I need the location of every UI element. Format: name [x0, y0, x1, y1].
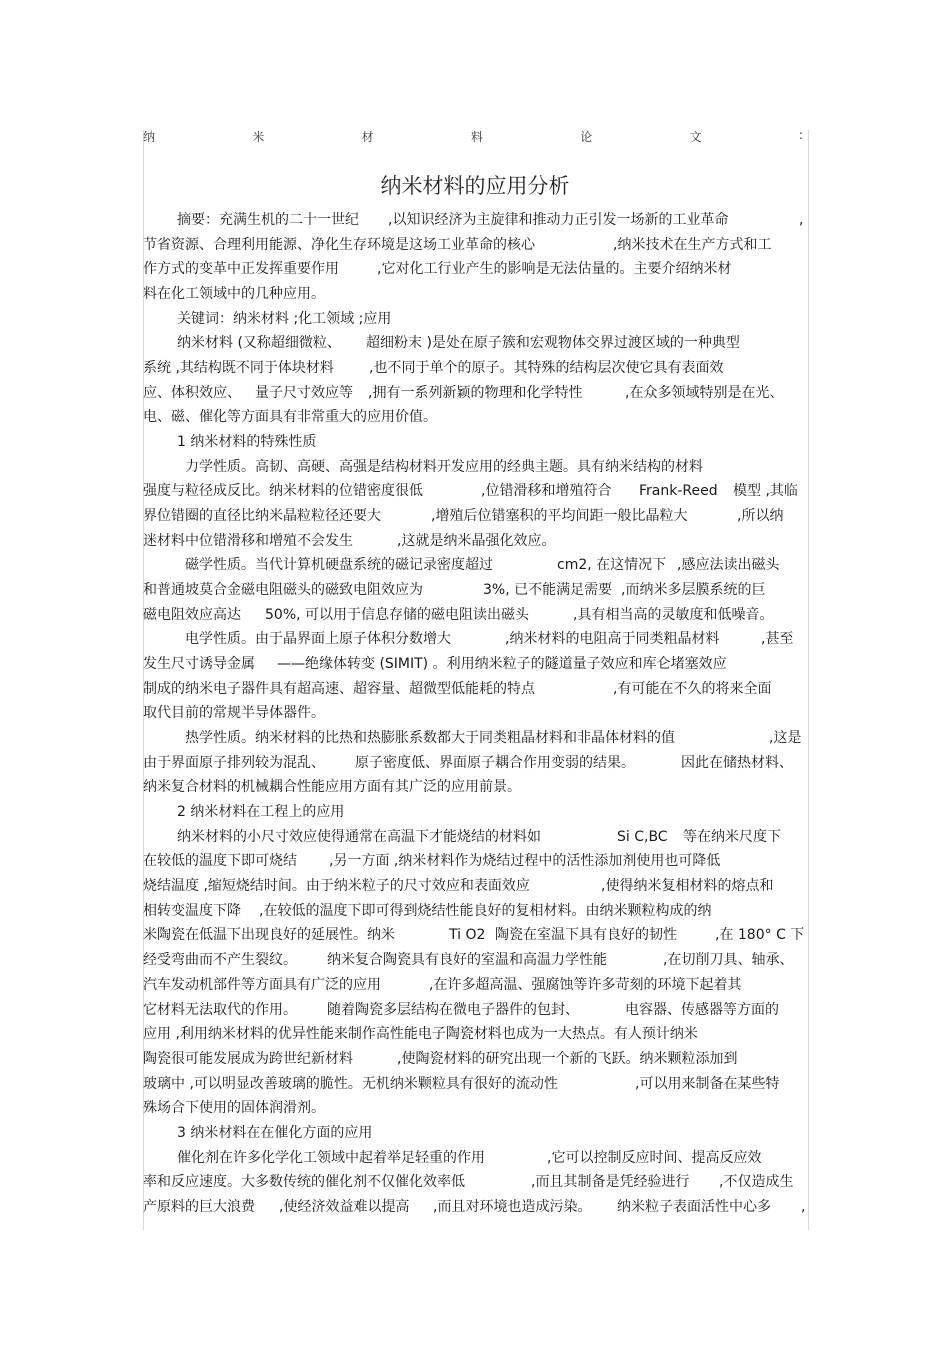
text-segment: 和普通坡莫合金磁电阻磁头的磁致电阻效应为	[143, 582, 423, 599]
text-segment: ——绝缘体转变 (SIMIT) 。利用纳米粒子的隧道量子效应和库仑堵塞效应	[277, 656, 727, 673]
text-line	[143, 1195, 807, 1220]
text-segment: 陶瓷在室温下具有良好的韧性	[495, 927, 677, 944]
text-segment: 电、磁、催化等方面具有非常重大的应用价值。	[143, 409, 437, 426]
document-header	[143, 128, 803, 145]
text-segment: 3 纳米材料在在催化方面的应用	[177, 1124, 373, 1141]
text-line	[143, 948, 807, 973]
text-line	[143, 800, 807, 825]
text-segment: 摘要：充满生机的二十一世纪	[177, 212, 359, 228]
text-segment: 纳米粒子表面活性中心多	[617, 1198, 771, 1215]
text-segment: ,这就是纳米晶强化效应。	[397, 532, 556, 549]
text-line	[143, 1121, 807, 1146]
text-segment: 制成的纳米电子器件具有超高速、超容量、超微型低能耗的特点	[143, 680, 535, 697]
text-segment: 磁学性质。当代计算机硬盘系统的磁记录密度超过	[185, 557, 493, 574]
text-segment: ,而且其制备是凭经验进行	[531, 1174, 690, 1191]
text-segment: 它材料无法取代的作用。	[143, 1001, 297, 1018]
text-segment: ,而且对环境也造成污染。	[433, 1198, 592, 1215]
text-segment: ,具有相当高的灵敏度和低噪音。	[573, 606, 774, 623]
text-segment: 产原料的巨大浪费	[143, 1198, 255, 1215]
text-segment: 随着陶瓷多层结构在微电子器件的包封、	[327, 1001, 579, 1018]
text-line	[143, 257, 807, 282]
text-line	[143, 307, 807, 332]
text-segment: 发生尺寸诱导金属	[143, 656, 255, 673]
text-segment: ,在 180° C 下	[715, 927, 805, 944]
text-line	[143, 1072, 807, 1097]
text-segment: 强度与粒径成反比。纳米材料的位错密度很低	[143, 483, 423, 500]
text-segment: 作方式的变革中正发挥重要作用	[143, 261, 339, 278]
text-line	[143, 874, 807, 899]
text-segment: ,	[801, 1198, 806, 1215]
text-segment: ,也不同于单个的原子。其特殊的结构层次使它具有表面效	[369, 360, 724, 377]
text-line	[143, 652, 807, 677]
text-segment: ,感应法读出磁头	[677, 557, 780, 574]
text-line	[143, 553, 807, 578]
text-segment: 节省资源、合理利用能源、净化生存环境是这场工业革命的核心	[143, 236, 535, 253]
text-segment: ,使经济效益难以提高	[279, 1198, 410, 1215]
text-line	[143, 233, 807, 258]
text-segment: 3%, 已不能满足需要	[483, 582, 613, 599]
text-line	[143, 1146, 807, 1171]
text-line	[143, 973, 807, 998]
text-segment: cm2, 在这情况下	[557, 557, 667, 574]
header-char: :	[798, 128, 803, 142]
text-segment: 纳米材料 (又称超细微粒、	[177, 335, 341, 352]
text-segment: ,在众多领域特别是在光、	[625, 384, 784, 401]
text-segment: ,所以纳	[737, 508, 784, 525]
text-segment: ,在许多超高温、强腐蚀等许多苛刻的环境下起着其	[429, 976, 742, 993]
header-char: 纳	[143, 130, 156, 144]
text-line	[143, 751, 807, 776]
header-char: 材	[361, 130, 374, 144]
text-line	[143, 849, 807, 874]
text-segment: 率和反应速度。大多数传统的催化剂不仅催化效率低	[143, 1174, 465, 1191]
text-segment: 迷材料中位错滑移和增殖不会发生	[143, 532, 353, 549]
text-line	[143, 405, 807, 430]
text-line	[143, 701, 807, 726]
text-line	[143, 479, 807, 504]
text-segment: Si C,BC	[617, 828, 668, 845]
text-line	[143, 726, 807, 751]
text-segment: 磁电阻效应高达	[143, 606, 241, 623]
text-segment: ,纳米材料的电阻高于同类粗晶材料	[505, 631, 720, 648]
text-segment: 电容器、传感器等方面的	[625, 1001, 779, 1018]
text-segment: 超细粉末 )是处在原子簇和宏观物体交界过渡区域的一种典型	[366, 335, 740, 352]
text-segment: 烧结温度 ,缩短烧结时间。由于纳米粒子的尺寸效应和表面效应	[143, 878, 530, 895]
text-segment: ,使得纳米复相材料的熔点和	[601, 878, 774, 895]
text-segment: 1 纳米材料的特殊性质	[177, 434, 317, 451]
text-line	[143, 208, 807, 233]
text-segment: ,在切削刀具、轴承、	[663, 952, 794, 969]
text-line	[143, 331, 807, 356]
text-segment: ,它对化工行业产生的影响是无法估量的。主要介绍纳米材	[377, 261, 732, 278]
text-segment: ,有可能在不久的将来全面	[613, 680, 772, 697]
text-line	[143, 282, 807, 307]
text-segment: ,甚至	[761, 631, 794, 648]
text-segment: ,拥有一系列新颖的物理和化学特性	[368, 384, 583, 401]
text-segment: 殊场合下使用的固体润滑剂。	[143, 1100, 325, 1117]
text-segment: 经受弯曲而不产生裂纹。	[143, 952, 297, 969]
text-segment: ,纳米技术在生产方式和工	[613, 236, 772, 253]
text-segment: ,不仅造成生	[719, 1174, 794, 1191]
text-segment: ,在较低的温度下即可得到烧结性能良好的复相材料。由纳米颗粒构成的纳	[259, 902, 712, 919]
text-segment: 纳米复合陶瓷具有良好的室温和高温力学性能	[327, 952, 607, 969]
text-segment: 玻璃中 ,可以明显改善玻璃的脆性。无机纳米颗粒具有很好的流动性	[143, 1075, 558, 1092]
text-line	[143, 825, 807, 850]
text-line	[143, 923, 807, 948]
text-line	[143, 578, 807, 603]
text-segment: ,位错滑移和增殖符合	[481, 483, 612, 500]
text-line	[143, 998, 807, 1023]
text-segment: 在较低的温度下即可烧结	[143, 853, 297, 870]
text-segment: 取代目前的常规半导体器件。	[143, 705, 325, 722]
text-line	[143, 356, 807, 381]
text-segment: 应用 ,利用纳米材料的优异性能来制作高性能电子陶瓷材料也成为一大热点。有人预计纳米	[143, 1026, 698, 1043]
text-segment: 量子尺寸效应等	[255, 384, 353, 401]
text-segment: 催化剂在许多化学化工领域中起着举足轻重的作用	[177, 1149, 485, 1166]
text-segment: ,它可以控制反应时间、提高反应效	[547, 1149, 762, 1166]
text-segment: 纳米材料的小尺寸效应使得通常在高温下才能烧结的材料如	[177, 828, 541, 845]
text-segment: ,这是	[769, 730, 802, 747]
text-line	[143, 899, 807, 924]
text-line	[143, 455, 807, 480]
text-segment: 米陶瓷在低温下出现良好的延展性。纳米	[143, 927, 395, 944]
text-segment: Ti O2	[449, 927, 486, 944]
text-segment: 相转变温度下降	[143, 902, 241, 919]
text-segment: 2 纳米材料在工程上的应用	[177, 804, 345, 821]
text-segment: 由于界面原子排列较为混乱、	[143, 754, 325, 771]
text-segment: 系统 ,其结构既不同于体块材料	[143, 360, 334, 377]
text-segment: ,而纳米多层膜系统的巨	[621, 582, 766, 599]
text-segment: ,增殖后位错塞积的平均间距一般比晶粒大	[431, 508, 688, 525]
text-segment: 50%, 可以用于信息存储的磁电阻读出磁头	[265, 606, 530, 623]
header-char: 论	[580, 130, 593, 144]
text-segment: 原子密度低、界面原子耦合作用变弱的结果。	[355, 754, 635, 771]
document-title: 纳米材料的应用分析	[380, 174, 570, 198]
text-segment: ,使陶瓷材料的研究出现一个新的飞跃。纳米颗粒添加到	[397, 1050, 738, 1067]
text-segment: 等在纳米尺度下	[683, 828, 781, 845]
text-line	[143, 529, 807, 554]
text-line	[143, 627, 807, 652]
text-segment: ,以知识经济为主旋律和推动力正引发一场新的工业革命	[388, 212, 729, 228]
text-line	[143, 381, 807, 406]
text-line	[143, 775, 807, 800]
text-segment: 电学性质。由于晶界面上原子体积分数增大	[185, 631, 451, 648]
text-segment: 纳米复合材料的机械耦合性能应用方面有其广泛的应用前景。	[143, 779, 521, 796]
text-segment: ,另一方面 ,纳米材料作为烧结过程中的活性添加剂使用也可降低	[329, 853, 721, 870]
header-char: 料	[470, 130, 483, 144]
text-line	[143, 1170, 807, 1195]
text-segment: 界位错圈的直径比纳米晶粒粒径还要大	[143, 508, 381, 525]
text-line	[143, 1096, 807, 1121]
text-segment: 料在化工领域中的几种应用。	[143, 286, 325, 303]
text-segment: 陶瓷很可能发展成为跨世纪新材料	[143, 1050, 353, 1067]
text-segment: 力学性质。高韧、高硬、高强是结构材料开发应用的经典主题。具有纳米结构的材料	[185, 458, 703, 475]
text-segment: 因此在储热材料、	[681, 754, 793, 771]
header-char: 文	[689, 130, 702, 144]
text-segment: 模型 ,其临	[733, 483, 798, 500]
text-segment: 汽车发动机部件等方面具有广泛的应用	[143, 976, 381, 993]
text-line	[143, 1022, 807, 1047]
text-line	[143, 504, 807, 529]
text-line	[143, 677, 807, 702]
document-body	[143, 208, 807, 1220]
text-segment: Frank-Reed	[639, 483, 718, 500]
header-char: 米	[252, 130, 265, 144]
text-line	[143, 1047, 807, 1072]
text-line	[143, 430, 807, 455]
text-segment: 关键词：纳米材料 ;化工领域 ;应用	[177, 310, 392, 327]
text-segment: 热学性质。纳米材料的比热和热膨胀系数都大于同类粗晶材料和非晶体材料的值	[185, 730, 675, 747]
text-segment: ,	[799, 212, 804, 228]
text-line	[143, 603, 807, 628]
text-segment: ,可以用来制备在某些特	[635, 1075, 780, 1092]
text-segment: 应、体积效应、	[143, 384, 241, 401]
